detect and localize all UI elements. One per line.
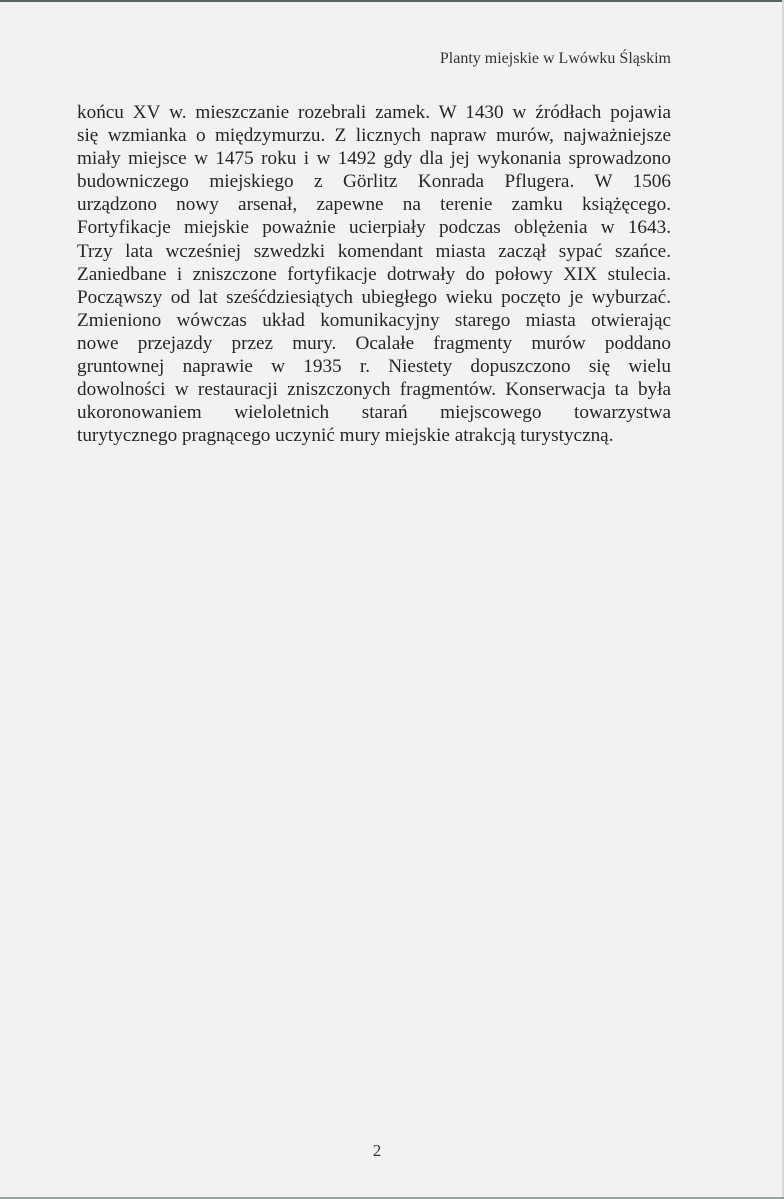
text-line: dowolności w restauracji zniszczonych fragmentów. Konserwacja ta była	[77, 379, 671, 401]
text-line-last: turytycznego pragnącego uczynić mury miejskie atrakcją turystyczną.	[77, 425, 614, 447]
text-line: Począwszy od lat sześćdziesiątych ubiegłego wieku poczęto je wyburzać.	[77, 286, 671, 308]
text-line: ukoronowaniem wieloletnich starań miejscowego towarzystwa	[77, 402, 671, 424]
text-line: budowniczego miejskiego z Görlitz Konrada Pflugera. W 1506	[77, 171, 671, 193]
text-line: nowe przejazdy przez mury. Ocalałe fragmenty murów poddano	[77, 332, 671, 354]
scan-edge-top	[0, 0, 784, 2]
running-header: Planty miejskie w Lwówku Śląskim	[439, 50, 671, 67]
text-line: Zmieniono wówczas układ komunikacyjny starego miasta otwierając	[77, 309, 671, 331]
text-line: gruntownej naprawie w 1935 r. Niestety dopuszczono się wielu	[77, 356, 671, 378]
text-line: urządzono nowy arsenał, zapewne na terenie zamku książęcego.	[77, 194, 671, 216]
body-paragraph	[77, 101, 671, 447]
text-line: Fortyfikacje miejskie poważnie ucierpiały podczas oblężenia w 1643.	[77, 217, 671, 239]
page-number: 2	[372, 1141, 382, 1160]
text-line: końcu XV w. mieszczanie rozebrali zamek. W 1430 w źródłach pojawia	[77, 102, 671, 123]
text-line: się wzmianka o międzymurzu. Z licznych napraw murów, najważniejsze	[77, 125, 671, 147]
text-line: Trzy lata wcześniej szwedzki komendant miasta zaczął sypać szańce.	[77, 240, 671, 262]
text-line: Zaniedbane i zniszczone fortyfikacje dotrwały do połowy XIX stulecia.	[77, 263, 671, 285]
text-line: miały miejsce w 1475 roku i w 1492 gdy dla jej wykonania sprowadzono	[77, 148, 671, 170]
